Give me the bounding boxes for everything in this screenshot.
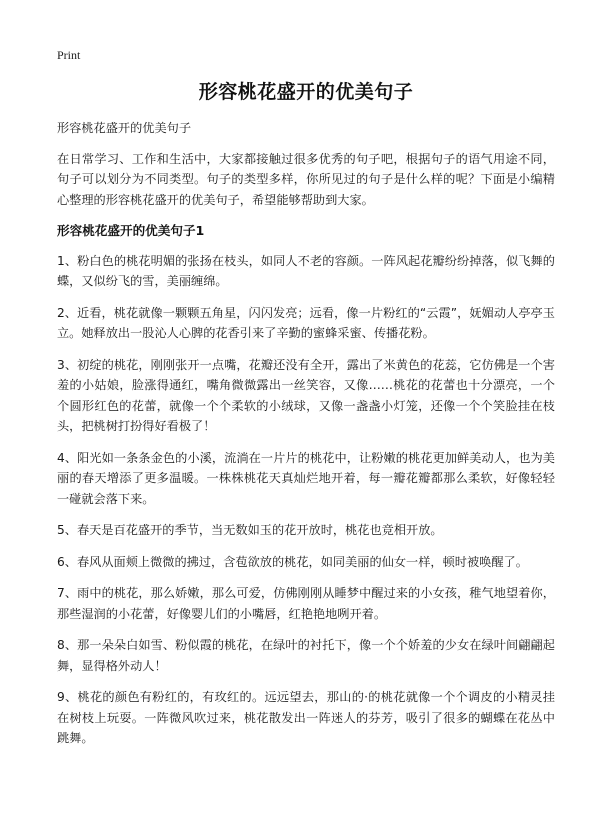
page-title: 形容桃花盛开的优美句子 (198, 81, 414, 103)
list-item: 9、桃花的颜色有粉红的，有玫红的。远远望去，那山的·的桃花就像一个个调皮的小精灵挂在树枝上玩耍。一阵微风吹过来，桃花散发出一阵迷人的芬芳，吸引了很多的蝴蝶在花丛中跳舞。 (57, 690, 555, 745)
print-link[interactable]: Print (57, 48, 81, 62)
list-item: 5、春天是百花盛开的季节，当无数如玉的花开放时，桃花也竞相开放。 (57, 523, 443, 537)
list-item: 2、近看，桃花就像一颗颗五角星，闪闪发亮；远看，像一片粉红的“云霞”，妩媚动人亭亭玉立。她释放出一股沁人心脾的花香引来了辛勤的蜜蜂采蜜、传播花粉。 (57, 305, 555, 340)
list-item: 3、初绽的桃花，刚刚张开一点嘴，花瓣还没有全开，露出了米黄色的花蕊，它仿佛是一个害羞的小姑娘，脸涨得通红，嘴角微微露出一丝笑容，又像……桃花的花蕾也十分漂亮，一个个圆形红色的花蕾，就像一个个柔软的小绒球，又像一盏盏小灯笼，还像一个个笑脸挂在枝头，把桃树打扮得好看极了！ (57, 357, 555, 433)
intro-paragraph: 在日常学习、工作和生活中，大家都接触过很多优秀的句子吧，根据句子的语气用途不同，句子可以划分为不同类型。句子的类型多样，你所见过的句子是什么样的呢？下面是小编精心整理的形容桃花盛开的优美句子，希望能够帮助到大家。 (57, 151, 555, 207)
list-item: 4、阳光如一条条金色的小溪，流淌在一片片的桃花中，让粉嫩的桃花更加鲜美动人，也为美丽的春天增添了更多温暖。一株株桃花天真灿烂地开着，每一瓣花瓣都那么柔软，好像轻轻一碰就会落下来。 (57, 450, 555, 506)
section-heading: 形容桃花盛开的优美句子1 (57, 223, 205, 238)
article-subtitle: 形容桃花盛开的优美句子 (57, 121, 192, 135)
list-item: 1、粉白色的桃花明媚的张扬在枝头，如同人不老的容颜。一阵风起花瓣纷纷掉落，似飞舞的蝶，又似纷飞的雪，美丽缠绵。 (57, 253, 555, 288)
article-body (57, 118, 555, 760)
list-item: 6、春风从面颊上微微的拂过，含苞欲放的桃花，如同美丽的仙女一样，顿时被唤醒了。 (57, 554, 528, 569)
list-item: 8、那一朵朵白如雪、粉似霞的桃花，在绿叶的衬托下，像一个个娇羞的少女在绿叶间翩翩起舞，显得格外动人！ (57, 638, 555, 673)
list-item: 7、雨中的桃花，那么娇嫩，那么可爱，仿佛刚刚从睡梦中醒过来的小女孩，稚气地望着你，那些湿润的小花蕾，好像婴儿们的小嘴唇，红艳艳地咧开着。 (57, 586, 555, 621)
